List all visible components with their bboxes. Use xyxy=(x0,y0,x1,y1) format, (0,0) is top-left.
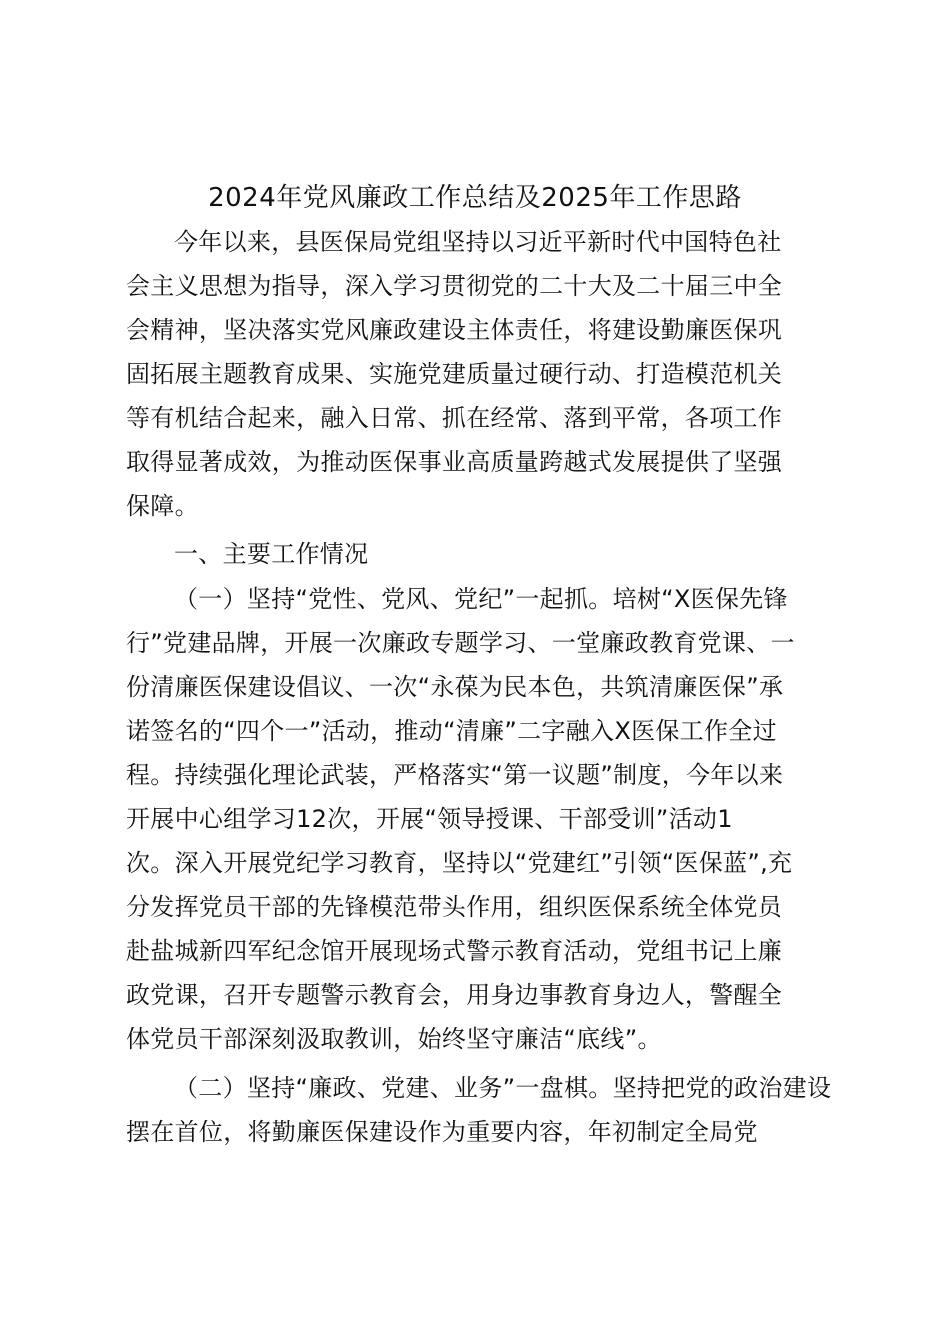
paragraph-line: 分发挥党员干部的先锋模范带头作用，组织医保系统全体党员 xyxy=(126,893,783,921)
paragraph-line: 程。持续强化理论武装，严格落实“第一议题”制度，今年以来 xyxy=(126,761,784,789)
paragraph-line: （二）坚持“廉政、党建、业务”一盘棋。坚持把党的政治建设 xyxy=(174,1074,832,1102)
paragraph-line: 今年以来，县医保局党组坚持以习近平新时代中国特色社 xyxy=(174,228,782,256)
paragraph-line: 会精神，坚决落实党风廉政建设主体责任，将建设勤廉医保巩 xyxy=(126,316,783,344)
paragraph-line: 固拓展主题教育成果、实施党建质量过硬行动、打造模范机关 xyxy=(126,360,783,388)
paragraph-line: 体党员干部深刻汲取教训，始终坚守廉洁“底线”。 xyxy=(126,1025,662,1053)
paragraph-line: 份清廉医保建设倡议、一次“永葆为民本色，共筑清廉医保”承 xyxy=(126,673,784,701)
paragraph-line: 取得显著成效，为推动医保事业高质量跨越式发展提供了坚强 xyxy=(126,448,783,476)
section-heading: 一、主要工作情况 xyxy=(174,540,369,568)
paragraph-line: 赴盐城新四军纪念馆开展现场式警示教育活动，党组书记上廉 xyxy=(126,937,783,965)
paragraph-line: 诺签名的“四个一”活动，推动“清廉”二字融入X医保工作全过 xyxy=(126,717,777,745)
paragraph-line: （一）坚持“党性、党风、党纪”一起抓。培树“X医保先锋 xyxy=(174,585,788,613)
paragraph-line: 政党课，召开专题警示教育会，用身边事教育身边人，警醒全 xyxy=(126,981,783,1009)
paragraph-line: 保障。 xyxy=(126,492,199,520)
paragraph-line: 摆在首位，将勤廉医保建设作为重要内容，年初制定全局党 xyxy=(126,1118,758,1146)
document-title: 2024年党风廉政工作总结及2025年工作思路 xyxy=(208,183,742,213)
paragraph-line: 会主义思想为指导，深入学习贯彻党的二十大及二十届三中全 xyxy=(126,272,783,300)
paragraph-line: 开展中心组学习12次，开展“领导授课、干部受训”活动1 xyxy=(126,805,733,833)
paragraph-line: 行”党建品牌，开展一次廉政专题学习、一堂廉政教育党课、一 xyxy=(126,629,795,657)
paragraph-line: 等有机结合起来，融入日常、抓在经常、落到平常，各项工作 xyxy=(126,404,783,432)
paragraph-line: 次。深入开展党纪学习教育，坚持以“党建红”引领“医保蓝”,充 xyxy=(126,849,793,877)
